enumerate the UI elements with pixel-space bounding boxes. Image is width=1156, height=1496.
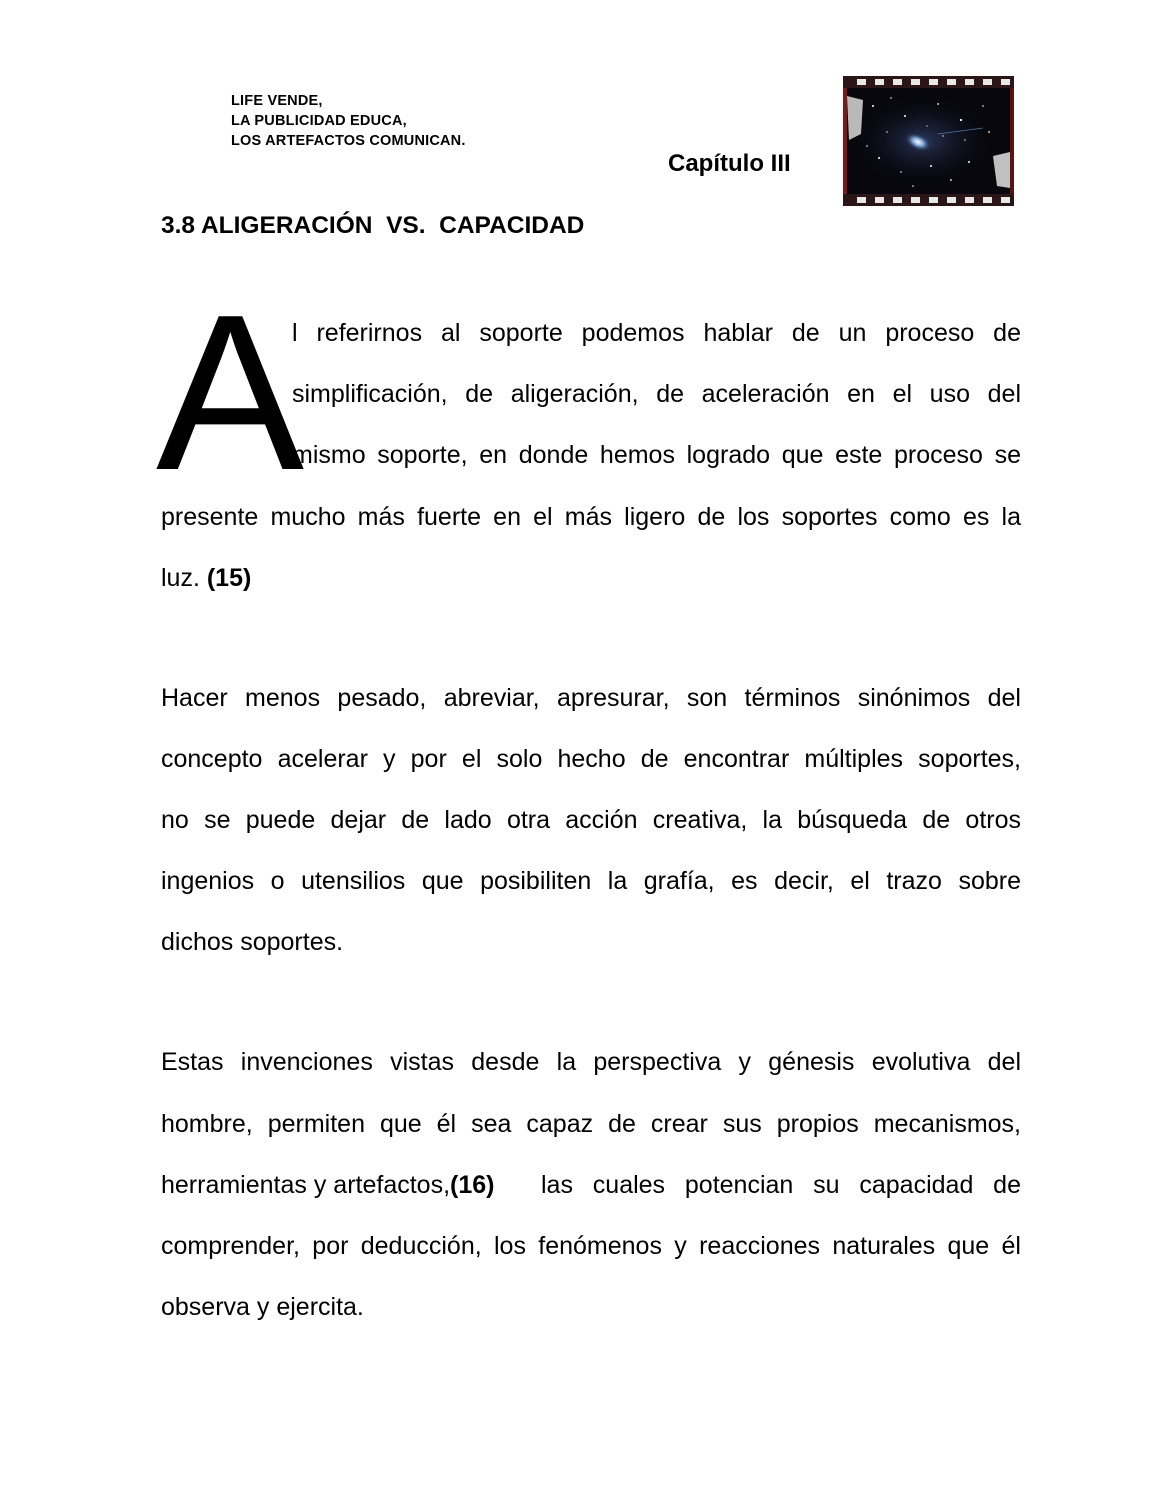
paragraph3-line-2: hombre, permiten que él sea capaz de crear sus propios mecanismos,: [161, 1110, 1021, 1138]
paragraph2-line-2: concepto acelerar y por el solo hecho de encontrar múltiples soportes,: [161, 745, 1021, 773]
paragraph1-line-1: l referirnos al soporte podemos hablar de un proceso de: [292, 319, 1021, 347]
paragraph1-line-4: presente mucho más fuerte en el más ligero de los soportes como es la: [161, 503, 1021, 531]
paragraph1-line-5: [161, 563, 251, 593]
header-line-2: LA PUBLICIDAD EDUCA,: [231, 113, 407, 129]
paragraph2-line-3: no se puede dejar de lado otra acción creativa, la búsqueda de otros: [161, 806, 1021, 834]
header-line-3: LOS ARTEFACTOS COMUNICAN.: [231, 133, 466, 149]
paragraph3-line-1: Estas invenciones vistas desde la perspectiva y génesis evolutiva del: [161, 1048, 1021, 1076]
drop-cap: A: [156, 269, 305, 517]
running-header: [231, 91, 466, 151]
chapter-label: Capítulo III: [668, 150, 791, 177]
paragraph2-line-4: ingenios o utensilios que posibiliten la grafía, es decir, el trazo sobre: [161, 867, 1021, 895]
section-title: 3.8 ALIGERACIÓN VS. CAPACIDAD: [161, 212, 585, 239]
paragraph1-line-5-text: luz.: [161, 564, 200, 592]
paragraph1-line-3: mismo soporte, en donde hemos logrado que este proceso se: [292, 441, 1021, 469]
citation-16: (16): [450, 1171, 495, 1199]
paragraph3-line-5: observa y ejercita.: [161, 1293, 364, 1321]
paragraph1-line-2: simplificación, de aligeración, de aceleración en el uso del: [292, 380, 1021, 408]
paragraph3-line-3-start: [161, 1170, 494, 1200]
citation-15: (15): [206, 564, 252, 592]
paragraph3-line-3-text: herramientas y artefactos,: [161, 1171, 451, 1199]
paragraph3-line-3: [161, 1170, 1021, 1200]
paragraph2-line-1: Hacer menos pesado, abreviar, apresurar, son términos sinónimos del: [161, 684, 1021, 712]
film-strip-space-icon: [843, 76, 1014, 206]
header-line-1: LIFE VENDE,: [231, 93, 323, 109]
paragraph2-line-5: dichos soportes.: [161, 928, 344, 956]
paragraph3-line-3-rest: las cuales potencian su capacidad de: [541, 1171, 1021, 1199]
paragraph3-line-4: comprender, por deducción, los fenómenos y reacciones naturales que él: [161, 1232, 1021, 1260]
